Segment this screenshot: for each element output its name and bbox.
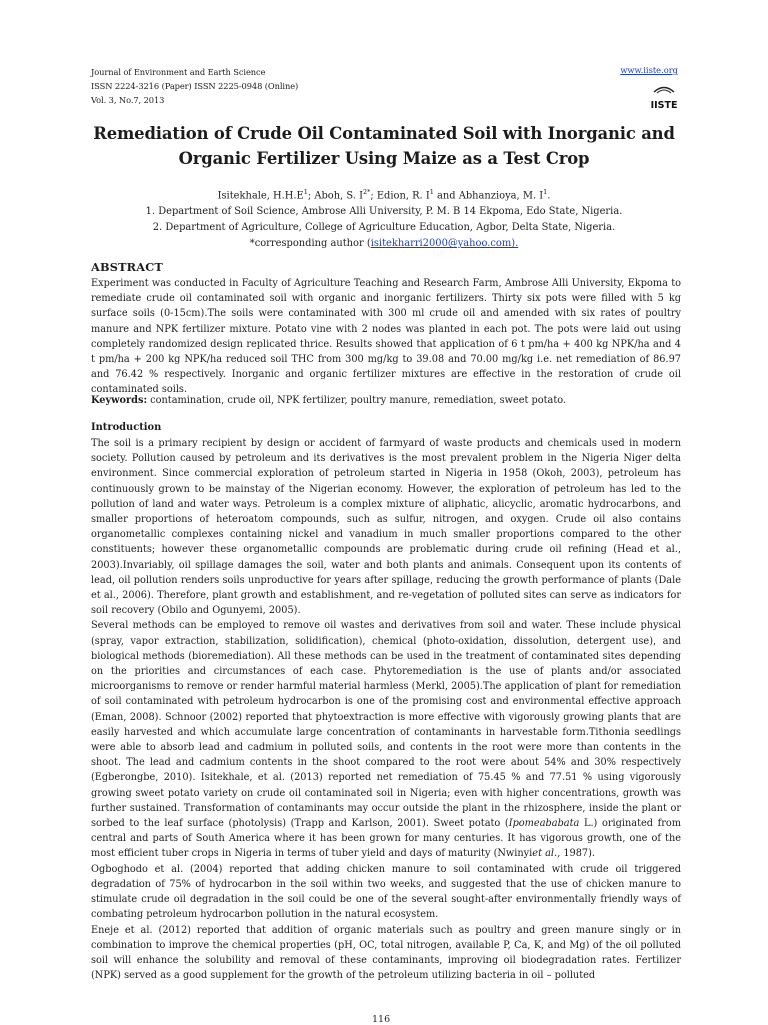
journal-website-block	[614, 65, 678, 75]
affiliation-2: 2. Department of Agriculture, College of Agriculture Education, Agbor, Delta State, Nigeria.	[152, 222, 616, 234]
abstract-text: Experiment was conducted in Faculty of Agriculture Teaching and Research Farm, Ambrose Alli University, Ekpoma to remediate crude oil contaminated soil with organic and inorganic fertilizers. Thirty six pots were filled with 5 kg surface soils (0-15cm).The soils were contaminated with 300 ml crude oil and amended with six rates of poultry manure and NPK fertilizer mixture. Potato vine with 2 nodes was planted in each pot. The pots were laid out using completely randomized design replicated thrice. Results showed that application of 6 t pm/ha + 400 kg NPK/ha and 4 t pm/ha + 200 kg NPK/ha reduced soil THC from 300 mg/kg to 39.08 and 70.00 mg/kg i.e. net remediation of 86.97 and 76.42 % respectively. Inorganic and organic fertilizer mixtures are effective in the restoration of crude oil contaminated soils.	[91, 278, 681, 396]
intro-p2-etal: et al.,	[532, 848, 561, 860]
intro-p2-part-c: 1987).	[560, 848, 596, 860]
keywords-line	[91, 393, 681, 408]
corresponding-author	[60, 236, 708, 252]
title-line-1: Remediation of Crude Oil Contaminated Soil with Inorganic and	[93, 124, 675, 143]
intro-paragraph-4: Eneje et al. (2012) reported that addition of organic materials such as poultry and green manure singly or in combination to improve the chemical properties (pH, OC, total nitrogen, available P, Ca, K, and Mg) of the oil polluted soil will enhance the solubility and removal of these contaminants, improving oil biodegradation rates. Fertilizer (NPK) served as a good supplement for the growth of the petroleum utilizing bacteria in oil – polluted	[91, 924, 681, 982]
introduction-heading: Introduction	[91, 422, 162, 433]
journal-header	[91, 65, 298, 107]
journal-issn: ISSN 2224-3216 (Paper) ISSN 2225-0948 (Online)	[91, 81, 299, 91]
author-block	[60, 184, 708, 252]
introduction-body	[91, 436, 681, 983]
intro-p2-species: Ipomeababata	[508, 818, 580, 830]
author-3: ; Edion, R. I	[370, 190, 430, 202]
journal-name: Journal of Environment and Earth Science	[91, 67, 266, 77]
intro-p2-part-b: L.) originated from central and parts of South America where it has been grown for many centuries. It has vigorous growth, one of the most efficient tuber crops in Nigeria in terms of tuber yield and days of maturity (Nwinyi	[91, 818, 681, 860]
keywords-label: Keywords:	[91, 395, 148, 406]
author-2: ; Aboh, S. I	[307, 190, 363, 202]
intro-p2-part-a: Several methods can be employed to remove oil wastes and derivatives from soil and water. These include physical (spray, vapor extraction, stabilization, solidification), chemical (photo-oxidation, dissolution, detergent use), and biological methods (bioremediation). All these methods can be used in the treatment of contaminated sites depending on the priorities and circumstances of each case. Phytoremediation is the use of plants and/or associated microorganisms to remove or render harmful material harmless (Merkl, 2005).The application of plant for remediation of soil contaminated with petroleum hydrocarbon is one of the promising cost and environmental effective approach (Eman, 2008). Schnoor (2002) reported that phytoextraction is more effective with vigorously growing plants that are easily harvested and which accumulate large concentration of contaminants in harvestable form.Tithonia seedlings were able to absorb lead and cadmium in polluted soils, and contents in the root were more than contents in the shoot. The lead and cadmium contents in the shoot compared to the root were about 54% and 30% respectively (Egberongbe, 2010). Isitekhale, et al. (2013) reported net remediation of 75.45 % and 77.51 % using vigorously growing sweet potato variety on crude oil contaminated soil in Nigeria; even with higher concentrations, growth was further sustained. Transformation of contaminants may occur outside the plant in the rhizosphere, inside the plant or sorbed to the leaf surface (photolysis) (Trapp and Karlson, 2001). Sweet potato (	[91, 620, 681, 830]
corresponding-prefix: *corresponding author (	[249, 238, 371, 250]
abstract-body	[91, 276, 681, 398]
author-3-affil: 1	[429, 188, 434, 196]
author-1-affil: 1	[303, 188, 308, 196]
author-4-affil: 1	[543, 188, 548, 196]
abstract-heading: ABSTRACT	[91, 260, 164, 274]
author-2-affil: 2*	[362, 188, 371, 196]
page-number: 116	[372, 1014, 391, 1025]
journal-volume: Vol. 3, No.7, 2013	[91, 95, 165, 105]
intro-paragraph-2	[91, 618, 681, 861]
logo-text: IISTE	[651, 100, 677, 111]
affiliation-1: 1. Department of Soil Science, Ambrose Alli University, P. M. B 14 Ekpoma, Edo State, Nigeria.	[145, 206, 623, 218]
intro-paragraph-1: The soil is a primary recipient by design or accident of farmyard of waste products and chemicals used in modern society. Pollution caused by petroleum and its derivatives is the most prevalent problem in the Nigeria Niger delta environment. Since commercial exploration of petroleum started in Nigeria in 1958 (Okoh, 2003), petroleum has continuously grown to be mainstay of the Nigerian economy. However, the exploration of petroleum has led to the pollution of land and water ways. Petroleum is a complex mixture of aliphatic, alicyclic, aromatic hydrocarbons, and smaller proportions of heteroatom compounds, such as sulfur, nitrogen, and oxygen. Crude oil also contains organometallic complexes containing nickel and vanadium in much smaller proportions compared to the other constituents; however these organometallic compounds are problematic during crude oil refining (Head et al., 2003).Invariably, oil spillage damages the soil, water and both plants and animals. Consequent upon its contents of lead, oil pollution renders soils unproductive for years after spillage, reducing the growth performance of plants (Dale et al., 2006). Therefore, plant growth and establishment, and re-vegetation of polluted sites can serve as indicators for soil recovery (Obilo and Ogunyemi, 2005).	[91, 438, 681, 617]
keywords-text: contamination, crude oil, NPK fertilizer, poultry manure, remediation, sweet potato.	[147, 395, 567, 406]
paper-title	[60, 121, 708, 171]
author-list	[60, 184, 708, 204]
author-list-end: .	[547, 190, 551, 202]
intro-paragraph-3: Ogboghodo et al. (2004) reported that adding chicken manure to soil contaminated with crude oil triggered degradation of 75% of hydrocarbon in the soil within two weeks, and suggested that the use of chicken manure to stimulate crude oil degradation in the soil could be one of the several sought-after environmentally friendly ways of combating petroleum hydrocarbon pollution in the natural ecosystem.	[91, 863, 681, 921]
journal-website-link[interactable]: www.iiste.org	[620, 65, 678, 75]
corresponding-email-link[interactable]: isitekharri2000@yahoo.com).	[370, 238, 519, 250]
iiste-logo	[651, 83, 677, 111]
author-1: Isitekhale, H.H.E	[217, 190, 304, 202]
title-line-2: Organic Fertilizer Using Maize as a Test Crop	[178, 149, 590, 168]
author-4: and Abhanzioya, M. I	[433, 190, 544, 202]
